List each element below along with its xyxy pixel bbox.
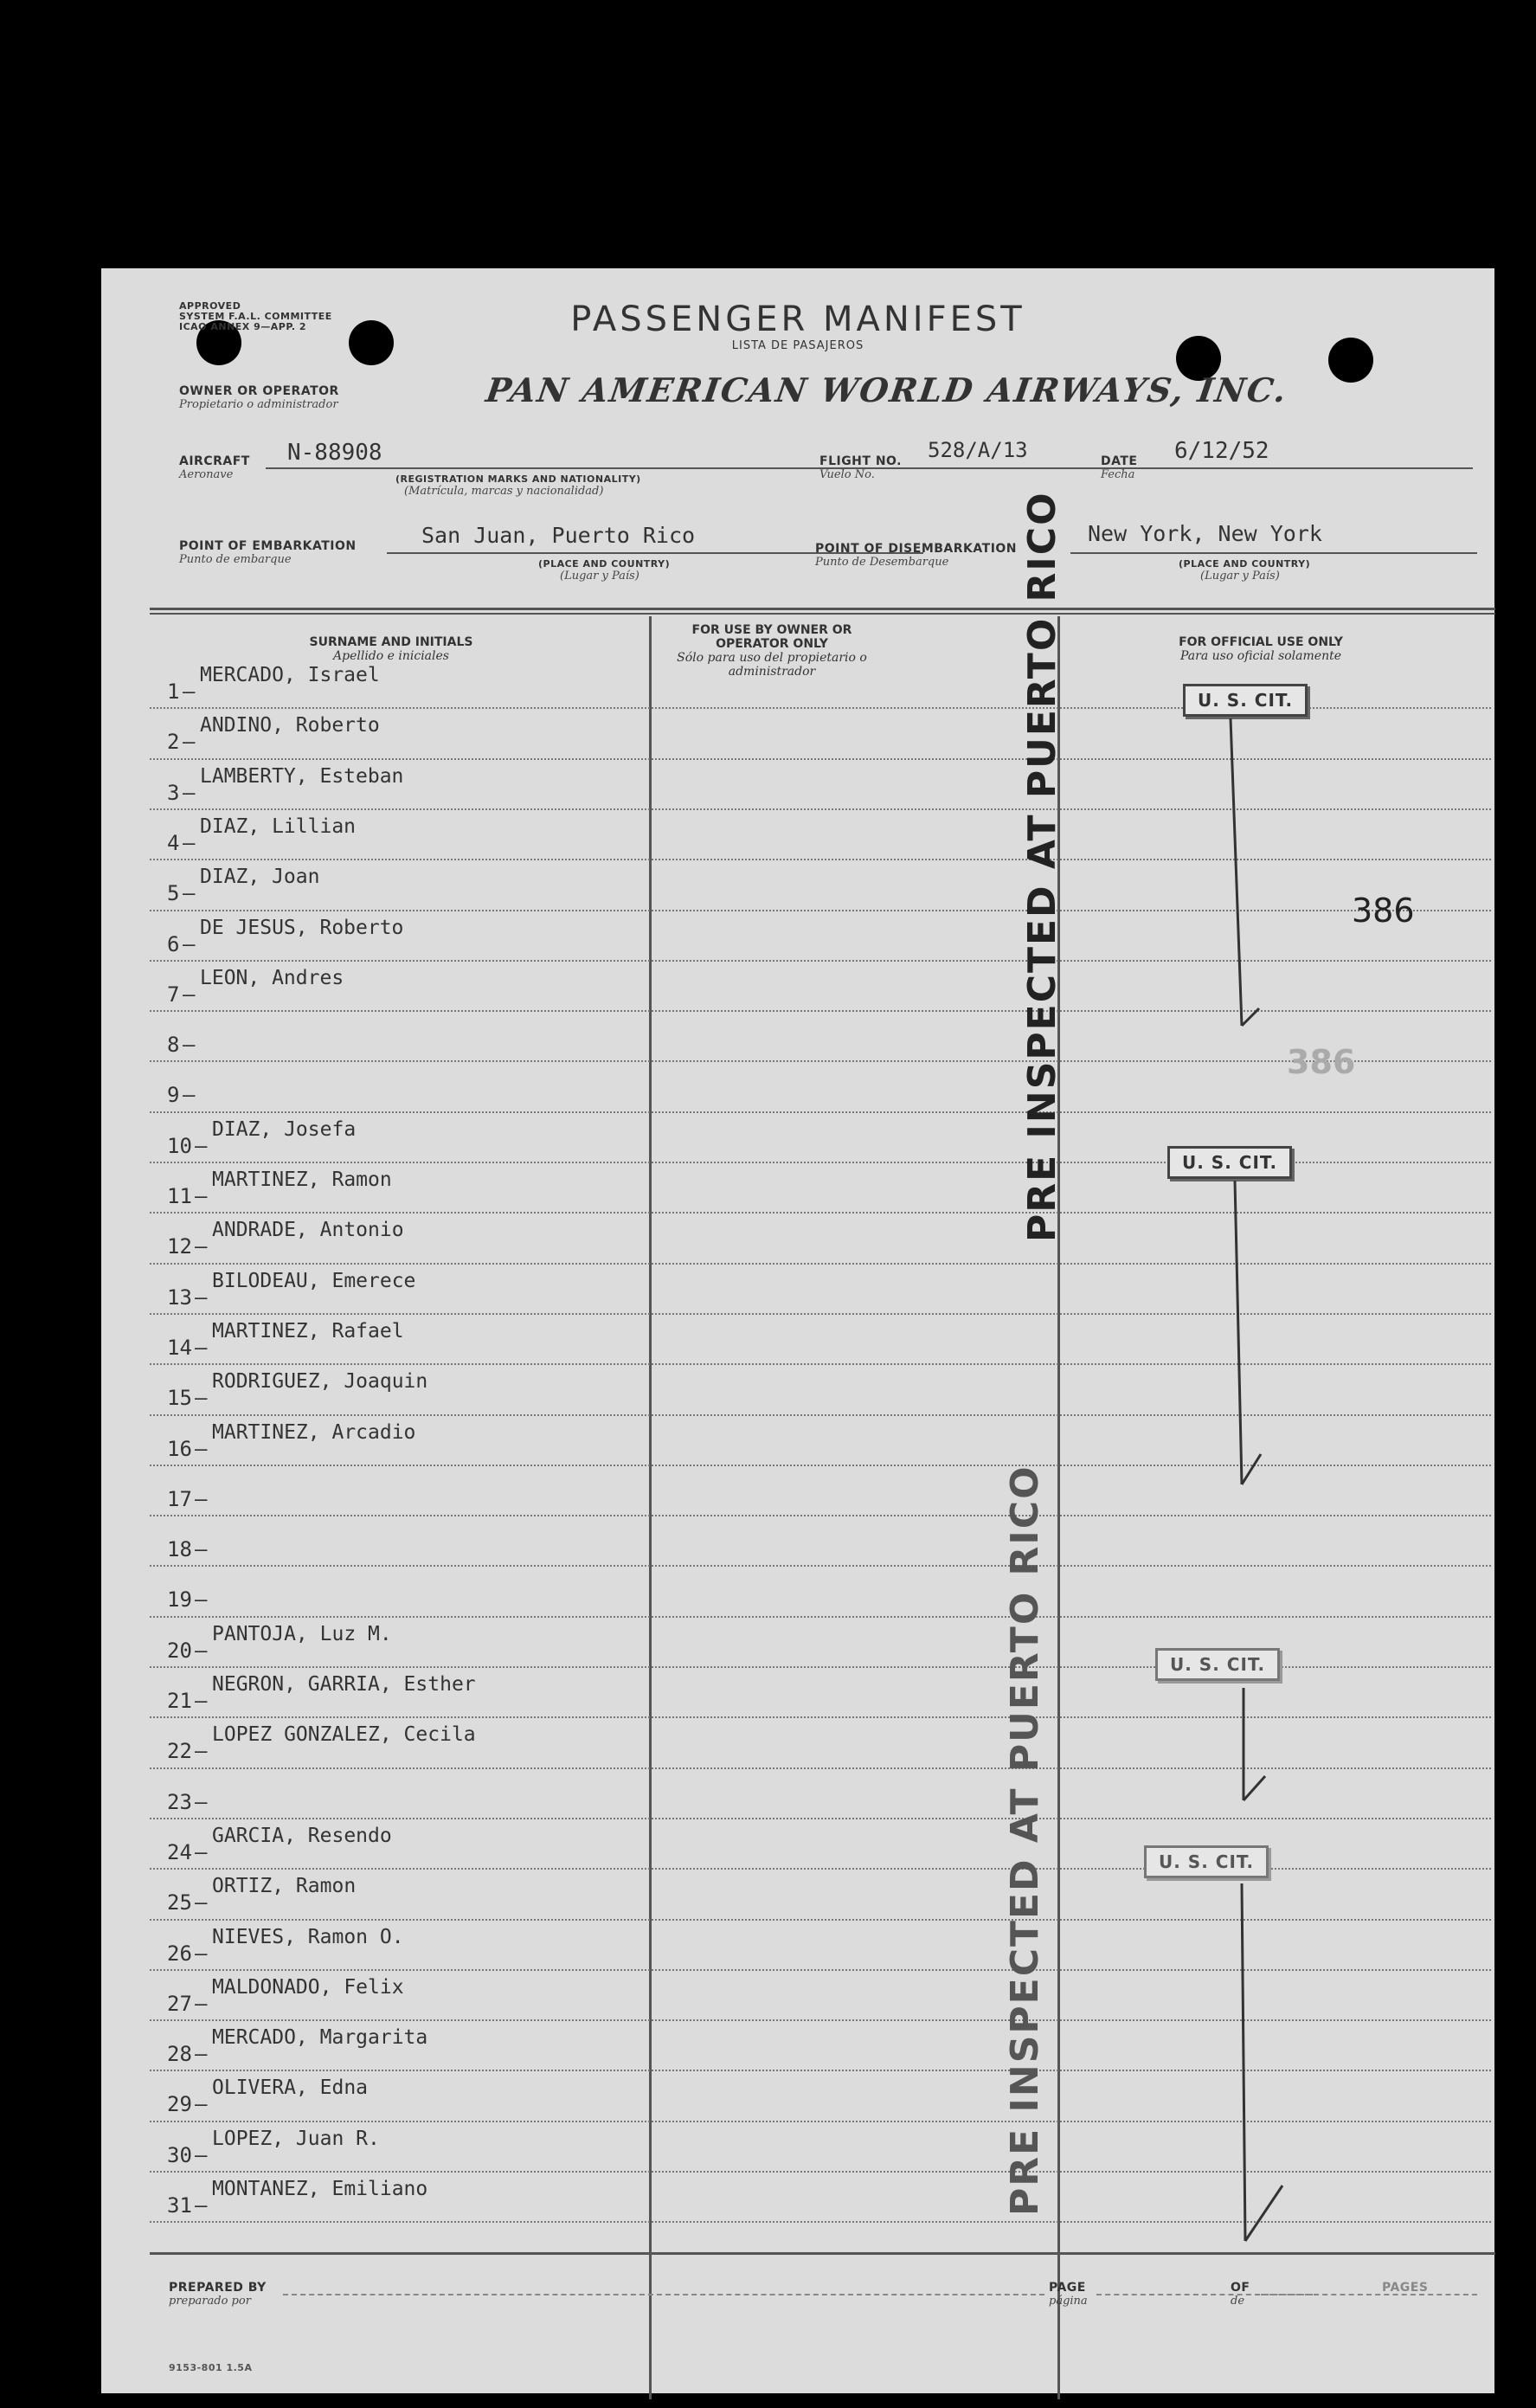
- row-number-dash: –: [195, 1486, 208, 1511]
- row-number-dash: –: [195, 2042, 208, 2067]
- passenger-count-handwritten: 386: [1352, 892, 1415, 930]
- row-number: 15: [167, 1386, 192, 1411]
- flight-label: FLIGHT NO.: [819, 454, 902, 468]
- of-label: OF: [1231, 2281, 1250, 2295]
- passenger-name: LOPEZ GONZALEZ, Cecila: [212, 1723, 476, 1747]
- row-separator: [150, 910, 1491, 911]
- row-number: 19: [167, 1587, 192, 1613]
- passenger-count-stamp: 386: [1287, 1043, 1356, 1081]
- table-row: [150, 1368, 1482, 1419]
- row-separator: [150, 1414, 1491, 1416]
- row-separator: [150, 2171, 1491, 2173]
- owner-label: OWNER OR OPERATOR: [179, 384, 339, 398]
- row-separator: [150, 1767, 1491, 1769]
- prepared-by-label: PREPARED BY: [169, 2281, 267, 2295]
- passenger-name: RODRIGUEZ, Joaquin: [212, 1370, 428, 1394]
- row-number: 10: [167, 1133, 192, 1158]
- passenger-name: MARTINEZ, Arcadio: [212, 1420, 416, 1444]
- table-row: [150, 1470, 1482, 1520]
- row-separator: [150, 2070, 1491, 2071]
- table-row: [150, 1773, 1482, 1823]
- row-number: 6: [167, 931, 180, 956]
- header-rule: [150, 608, 1495, 610]
- disembarkation-label: POINT OF DISEMBARKATION: [815, 542, 1018, 556]
- passenger-name: MARTINEZ, Ramon: [212, 1169, 392, 1191]
- row-separator: [150, 758, 1491, 760]
- row-separator: [150, 1263, 1491, 1265]
- row-separator: [150, 1868, 1491, 1870]
- row-number-dash: –: [195, 1789, 208, 1814]
- passenger-name: LOPEZ, Juan R.: [212, 2127, 380, 2150]
- embarkation-note-es: (Lugar y País): [560, 570, 639, 583]
- table-row: [150, 1570, 1482, 1620]
- row-separator: [150, 2221, 1491, 2223]
- row-number-dash: –: [183, 1033, 196, 1058]
- page-label-es: página: [1049, 2295, 1088, 2308]
- aircraft-underline: [266, 467, 915, 469]
- row-number-dash: –: [195, 2142, 208, 2167]
- table-row: [150, 1066, 1482, 1116]
- disembarkation-value: New York, New York: [1088, 521, 1322, 546]
- column-header-surname-es: Apellido e iniciales: [333, 649, 449, 663]
- date-label: DATE: [1101, 454, 1138, 468]
- table-row: [150, 763, 1482, 814]
- embarkation-label: POINT OF EMBARKATION: [179, 539, 357, 553]
- table-row: [150, 1722, 1482, 1772]
- table-row: [150, 1268, 1482, 1318]
- row-number: 13: [167, 1284, 192, 1310]
- row-separator: [150, 1969, 1491, 1971]
- table-row: [150, 965, 1482, 1015]
- column-header-surname-text: SURNAME AND INITIALS: [309, 635, 473, 649]
- row-separator: [150, 1919, 1491, 1921]
- column-header-official: [1118, 635, 1404, 663]
- row-number-dash: –: [183, 780, 196, 805]
- disembarkation-underline: [1070, 552, 1477, 554]
- row-number: 31: [167, 2193, 192, 2218]
- row-number: 27: [167, 1991, 192, 2016]
- passenger-name: ANDINO, Roberto: [200, 714, 380, 737]
- table-row: [150, 1974, 1482, 2025]
- column-header-owner-es: Sólo para uso del propietario o administrador: [677, 651, 867, 679]
- row-number-dash: –: [195, 1386, 208, 1411]
- row-number-dash: –: [195, 1638, 208, 1663]
- passenger-name: PANTOJA, Luz M.: [212, 1622, 392, 1645]
- embarkation-label-es: Punto de embarque: [179, 553, 292, 566]
- approved-line: SYSTEM F.A.L. COMMITTEE: [179, 311, 332, 322]
- row-separator: [150, 1515, 1491, 1516]
- row-number: 4: [167, 830, 180, 855]
- table-row: [150, 1671, 1482, 1722]
- row-number-dash: –: [195, 1537, 208, 1562]
- table-row: [150, 814, 1482, 864]
- passenger-name: LEON, Andres: [200, 966, 344, 989]
- passenger-name: BILODEAU, Emerece: [212, 1269, 416, 1292]
- row-number: 3: [167, 780, 180, 805]
- row-number: 7: [167, 982, 180, 1007]
- column-header-official-text: FOR OFFICIAL USE ONLY: [1179, 635, 1343, 649]
- row-number-dash: –: [195, 2193, 208, 2218]
- row-separator: [150, 1212, 1491, 1214]
- table-row: [150, 1318, 1482, 1368]
- table-row: [150, 2126, 1482, 2176]
- row-number: 21: [167, 1689, 192, 1713]
- passenger-name: MONTANEZ, Emiliano: [212, 2178, 428, 2200]
- date-label-es: Fecha: [1101, 468, 1135, 481]
- page-label: PAGE: [1049, 2281, 1086, 2295]
- row-number: 12: [167, 1234, 192, 1259]
- passenger-name: LAMBERTY, Esteban: [200, 764, 404, 788]
- row-number-dash: –: [195, 1991, 208, 2016]
- disembarkation-label-es: Punto de Desembarque: [815, 556, 949, 569]
- aircraft-note: (REGISTRATION MARKS AND NATIONALITY): [395, 473, 641, 485]
- owner-label-es: Propietario o administrador: [179, 398, 338, 411]
- row-number-dash: –: [195, 2092, 208, 2117]
- row-separator: [150, 1363, 1491, 1365]
- row-separator: [150, 1111, 1491, 1113]
- passenger-name: MALDONADO, Felix: [212, 1975, 404, 1999]
- table-row: [150, 1823, 1482, 1873]
- row-number: 8: [167, 1033, 180, 1058]
- row-separator: [150, 1565, 1491, 1567]
- row-number: 5: [167, 881, 180, 906]
- row-number-dash: –: [183, 679, 196, 704]
- passenger-name: ORTIZ, Ramon: [212, 1875, 357, 1898]
- row-number: 22: [167, 1739, 192, 1764]
- row-separator: [150, 1313, 1491, 1315]
- table-row: [150, 1873, 1482, 1923]
- aircraft-label-es: Aeronave: [179, 468, 234, 481]
- embarkation-value: San Juan, Puerto Rico: [421, 523, 696, 548]
- row-number: 26: [167, 1941, 192, 1966]
- passenger-name: DIAZ, Joan: [200, 866, 320, 889]
- row-number-dash: –: [195, 1335, 208, 1360]
- row-number: 20: [167, 1638, 192, 1663]
- row-separator: [150, 1716, 1491, 1718]
- passenger-name: OLIVERA, Edna: [212, 2076, 369, 2100]
- row-separator: [150, 960, 1491, 962]
- row-number-dash: –: [195, 1184, 208, 1208]
- manifest-sheet: [101, 268, 1494, 2393]
- row-separator: [150, 2121, 1491, 2122]
- page-subtitle: LISTA DE PASAJEROS: [731, 339, 864, 352]
- row-number: 1: [167, 679, 180, 704]
- table-row: [150, 1924, 1482, 1974]
- embarkation-note: (PLACE AND COUNTRY): [538, 558, 671, 570]
- row-number: 28: [167, 2042, 192, 2067]
- row-number-dash: –: [195, 1587, 208, 1613]
- airline-name: PAN AMERICAN WORLD AIRWAYS, INC.: [483, 370, 1291, 409]
- row-number-dash: –: [183, 1083, 196, 1108]
- row-number: 2: [167, 730, 180, 755]
- row-number: 14: [167, 1335, 192, 1360]
- table-row: [150, 1015, 1482, 1066]
- approved-line: ICAO ANNEX 9—APP. 2: [179, 321, 307, 332]
- passenger-name: DE JESUS, Roberto: [200, 916, 404, 939]
- row-separator: [150, 1465, 1491, 1466]
- row-number-dash: –: [195, 1284, 208, 1310]
- form-code: 9153-801 1.5A: [169, 2362, 253, 2373]
- aircraft-label: AIRCRAFT: [179, 454, 250, 468]
- table-row: [150, 1217, 1482, 1267]
- column-header-official-es: Para uso oficial solamente: [1180, 649, 1341, 663]
- row-number-dash: –: [183, 931, 196, 956]
- us-citizen-stamp: U. S. CIT.: [1183, 684, 1308, 717]
- of-line: [1261, 2294, 1477, 2295]
- footer-rule: [150, 2252, 1495, 2255]
- row-number-dash: –: [183, 830, 196, 855]
- row-number-dash: –: [183, 982, 196, 1007]
- passenger-name: MERCADO, Margarita: [212, 2026, 428, 2050]
- row-separator: [150, 859, 1491, 860]
- row-number-dash: –: [195, 1436, 208, 1461]
- prepared-by-label-es: preparado por: [169, 2295, 251, 2308]
- table-row: [150, 2176, 1482, 2226]
- row-number: 17: [167, 1486, 192, 1511]
- date-underline: [1148, 467, 1473, 469]
- row-number-dash: –: [195, 1689, 208, 1713]
- table-row: [150, 915, 1482, 965]
- aircraft-value: N-88908: [287, 440, 382, 466]
- row-number: 16: [167, 1436, 192, 1461]
- table-row: [150, 2025, 1482, 2075]
- table-row: [150, 712, 1482, 763]
- row-number: 18: [167, 1537, 192, 1562]
- table-row: [150, 1520, 1482, 1570]
- preinspected-stamp: PRE INSPECTED AT PUERTO RICO: [1020, 491, 1064, 1242]
- of-label-es: de: [1231, 2295, 1245, 2308]
- row-number: 24: [167, 1839, 192, 1864]
- row-separator: [150, 1010, 1491, 1012]
- date-value: 6/12/52: [1174, 438, 1269, 464]
- us-citizen-stamp: U. S. CIT.: [1144, 1845, 1269, 1878]
- passenger-name: GARCIA, Resendo: [212, 1824, 392, 1847]
- row-number-dash: –: [195, 1890, 208, 1915]
- row-number: 23: [167, 1789, 192, 1814]
- passenger-name: NIEVES, Ramon O.: [212, 1925, 404, 1948]
- row-number: 11: [167, 1184, 192, 1208]
- aircraft-note-es: (Matrícula, marcas y nacionalidad): [404, 485, 604, 498]
- pages-label: PAGES: [1382, 2281, 1429, 2295]
- row-number-dash: –: [195, 1941, 208, 1966]
- row-number-dash: –: [195, 1739, 208, 1764]
- passenger-name: ANDRADE, Antonio: [212, 1219, 404, 1242]
- row-separator: [150, 808, 1491, 810]
- table-row: [150, 2075, 1482, 2125]
- flight-label-es: Vuelo No.: [819, 468, 875, 481]
- approved-line: APPROVED: [179, 300, 241, 312]
- flight-value: 528/A/13: [928, 438, 1028, 462]
- row-number-dash: –: [195, 1133, 208, 1158]
- disembarkation-note: (PLACE AND COUNTRY): [1179, 558, 1311, 570]
- row-number-dash: –: [183, 881, 196, 906]
- passenger-name: DIAZ, Josefa: [212, 1117, 357, 1141]
- row-separator: [150, 1616, 1491, 1618]
- row-number: 25: [167, 1890, 192, 1915]
- passenger-name: MARTINEZ, Rafael: [212, 1319, 404, 1342]
- table-row: [150, 864, 1482, 914]
- passenger-name: NEGRON, GARRIA, Esther: [212, 1673, 476, 1696]
- row-number-dash: –: [195, 1839, 208, 1864]
- column-header-owner-text: FOR USE BY OWNER OR OPERATOR ONLY: [691, 623, 852, 651]
- disembarkation-note-es: (Lugar y País): [1200, 570, 1280, 583]
- table-row: [150, 1420, 1482, 1470]
- row-number: 9: [167, 1083, 180, 1108]
- row-number-dash: –: [195, 1234, 208, 1259]
- page-title: PASSENGER MANIFEST: [570, 299, 1025, 339]
- us-citizen-stamp: U. S. CIT.: [1167, 1146, 1292, 1179]
- row-separator: [150, 1818, 1491, 1819]
- column-header-surname: [205, 635, 577, 663]
- row-separator: [150, 1666, 1491, 1668]
- row-separator: [150, 2019, 1491, 2021]
- row-number: 30: [167, 2142, 192, 2167]
- header-rule: [150, 613, 1495, 615]
- preinspected-stamp: PRE INSPECTED AT PUERTO RICO: [1003, 1465, 1047, 2216]
- row-number-dash: –: [183, 730, 196, 755]
- passenger-name: DIAZ, Lillian: [200, 814, 357, 838]
- prepared-by-line: [283, 2294, 1044, 2295]
- passenger-name: MERCADO, Israel: [200, 664, 380, 686]
- us-citizen-stamp: U. S. CIT.: [1155, 1648, 1280, 1681]
- table-row: [150, 1621, 1482, 1671]
- row-number: 29: [167, 2092, 192, 2117]
